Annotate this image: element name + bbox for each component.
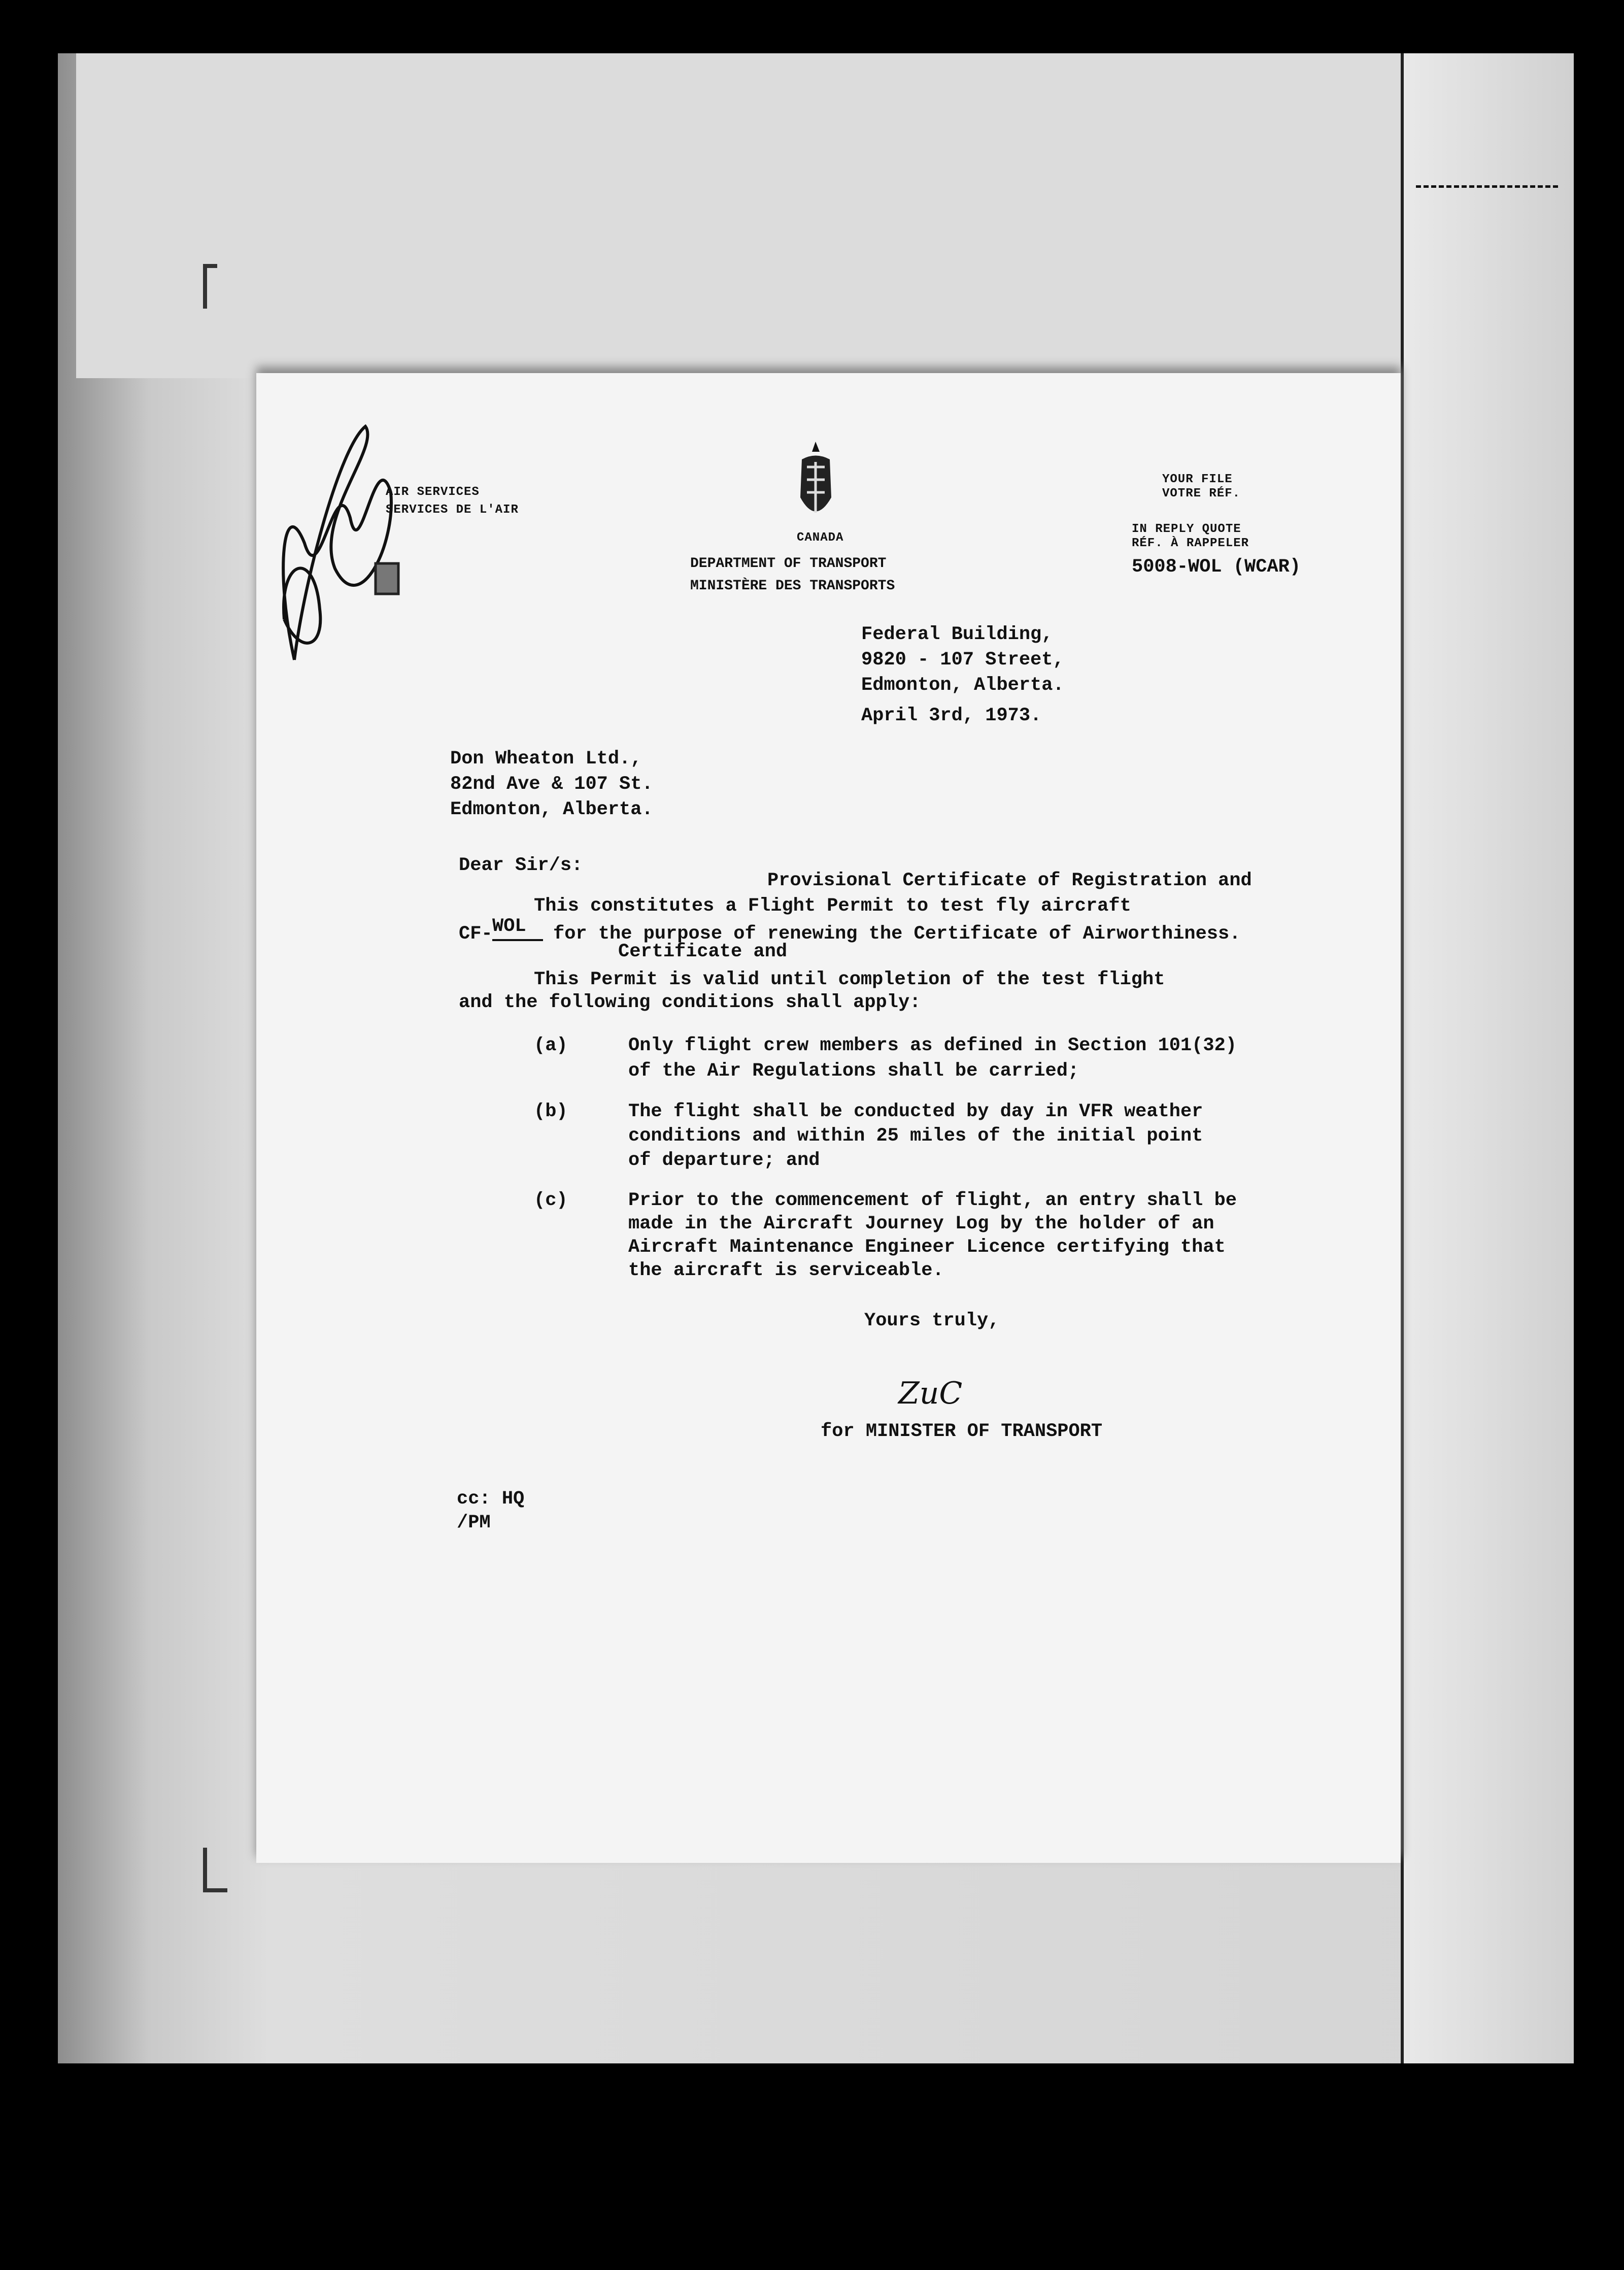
scribble-mark: [274, 416, 401, 670]
department-en: DEPARTMENT OF TRANSPORT: [690, 556, 887, 572]
reply-quote-fr: RÉF. À RAPPELER: [1132, 537, 1249, 550]
branch-en: AIR SERVICES: [386, 485, 480, 499]
condition-line: The flight shall be conducted by day in VFR weather: [628, 1101, 1203, 1122]
body-insert-line: Provisional Certificate of Registration and: [767, 870, 1252, 891]
condition-line: made in the Aircraft Journey Log by the holder of an: [628, 1213, 1214, 1234]
condition-line: Prior to the commencement of flight, an entry shall be: [628, 1190, 1237, 1211]
recipient-line: 82nd Ave & 107 St.: [450, 774, 653, 795]
condition-line: conditions and within 25 miles of the initial point: [628, 1125, 1203, 1147]
condition-line: the aircraft is serviceable.: [628, 1260, 944, 1281]
recipient-line: Don Wheaton Ltd.,: [450, 748, 642, 770]
signature: ZuC: [898, 1376, 963, 1411]
registration-mark: WOL: [492, 914, 543, 941]
recipient-line: Edmonton, Alberta.: [450, 799, 653, 820]
condition-label: (c): [534, 1190, 568, 1211]
your-file-fr: VOTRE RÉF.: [1162, 487, 1241, 500]
condition-label: (a): [534, 1035, 568, 1056]
condition-line: Aircraft Maintenance Engineer Licence certifying that: [628, 1237, 1226, 1258]
sender-address-line: Edmonton, Alberta.: [861, 675, 1064, 696]
registration-prefix: CF-: [459, 923, 493, 945]
sender-address-line: 9820 - 107 Street,: [861, 649, 1064, 671]
cc-line: cc: HQ: [457, 1488, 525, 1510]
letter-date: April 3rd, 1973.: [861, 705, 1042, 726]
reply-quote-en: IN REPLY QUOTE: [1132, 522, 1241, 536]
body-insert-line: Certificate and: [618, 941, 788, 962]
signatory: for MINISTER OF TRANSPORT: [821, 1421, 1103, 1442]
underlying-sheet: [76, 53, 1401, 378]
body-line: This constitutes a Flight Permit to test fly aircraft: [534, 895, 1131, 917]
crop-mark-top: [203, 264, 217, 309]
your-file-en: YOUR FILE: [1162, 473, 1233, 486]
body-line: This Permit is valid until completion of the test flight: [534, 969, 1165, 990]
condition-line: Only flight crew members as defined in Section 101(32): [628, 1035, 1237, 1056]
branch-fr: SERVICES DE L'AIR: [386, 503, 519, 517]
condition-label: (b): [534, 1101, 568, 1122]
salutation: Dear Sir/s:: [459, 855, 583, 876]
country: CANADA: [797, 531, 844, 545]
back-sheet: [1401, 53, 1574, 2063]
body-line: and the following conditions shall apply:: [459, 992, 921, 1013]
sender-address-line: Federal Building,: [861, 624, 1053, 645]
dashed-line: [1416, 185, 1558, 188]
file-reference: 5008-WOL (WCAR): [1132, 556, 1301, 578]
closing: Yours truly,: [864, 1310, 1000, 1331]
body-line: for the purpose of renewing the Certificate of Airworthiness.: [553, 923, 1241, 945]
cc-line: /PM: [457, 1512, 491, 1533]
condition-line: of departure; and: [628, 1150, 820, 1171]
condition-line: of the Air Regulations shall be carried;: [628, 1060, 1079, 1082]
coat-of-arms-icon: [792, 442, 840, 528]
crop-mark-bottom: [203, 1848, 227, 1892]
department-fr: MINISTÈRE DES TRANSPORTS: [690, 578, 895, 594]
